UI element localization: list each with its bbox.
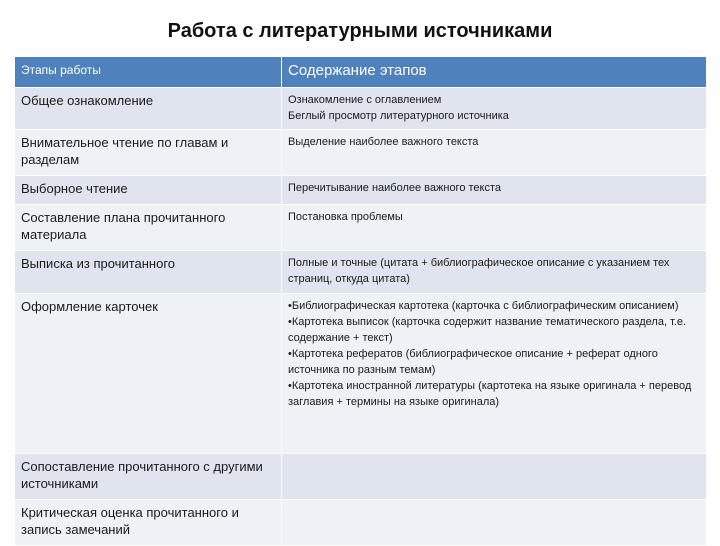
page-title: Работа с литературными источниками (167, 20, 553, 42)
content-line: •Картотека выписок (карточка содержит название тематического раздела, т.е. содержание + текст) (288, 316, 687, 344)
content-line: Беглый просмотр литературного источника (288, 110, 509, 122)
stage-cell: Составление плана прочитанного материала (15, 205, 282, 251)
content-line: Полные и точные (цитата + библиографическое описание с указанием тех страниц, откуда цитата) (288, 257, 670, 285)
content-cell (282, 176, 707, 205)
content-cell (282, 205, 707, 251)
content-line: Ознакомление с оглавлением (288, 94, 442, 106)
stage-cell: Критическая оценка прочитанного и запись замечаний (15, 500, 282, 546)
table-header-row (15, 57, 707, 88)
content-line: Постановка проблемы (288, 211, 403, 223)
header-stages: Этапы работы (15, 57, 282, 88)
content-cell (282, 500, 707, 546)
table-row (15, 130, 707, 176)
table-row (15, 205, 707, 251)
stage-cell: Сопоставление прочитанного с другими источниками (15, 454, 282, 500)
content-line: Выделение наиболее важного текста (288, 136, 479, 148)
content-cell (282, 294, 707, 454)
content-line: •Библиографическая картотека (карточка с библиографическим описанием) (288, 300, 679, 312)
content-line: •Картотека рефератов (библиографическое описание + реферат одного источника по разным темам) (288, 348, 658, 376)
table-row (15, 251, 707, 294)
stages-table (14, 56, 707, 546)
content-cell (282, 130, 707, 176)
stage-cell: Выписка из прочитанного (15, 251, 282, 294)
stage-cell: Внимательное чтение по главам и разделам (15, 130, 282, 176)
table-row (15, 454, 707, 500)
content-line: •Картотека иностранной литературы (картотека на языке оригинала + перевод заглавия + термины на языке оригинала) (288, 380, 692, 408)
content-line: Перечитывание наиболее важного текста (288, 182, 502, 194)
content-cell (282, 251, 707, 294)
stage-cell: Выборное чтение (15, 176, 282, 205)
table-row (15, 176, 707, 205)
table-row (15, 500, 707, 546)
content-cell (282, 88, 707, 130)
table-row (15, 88, 707, 130)
header-content: Содержание этапов (282, 57, 707, 88)
content-cell (282, 454, 707, 500)
stage-cell: Оформление карточек (15, 294, 282, 454)
stage-cell: Общее ознакомление (15, 88, 282, 130)
table-row (15, 294, 707, 454)
